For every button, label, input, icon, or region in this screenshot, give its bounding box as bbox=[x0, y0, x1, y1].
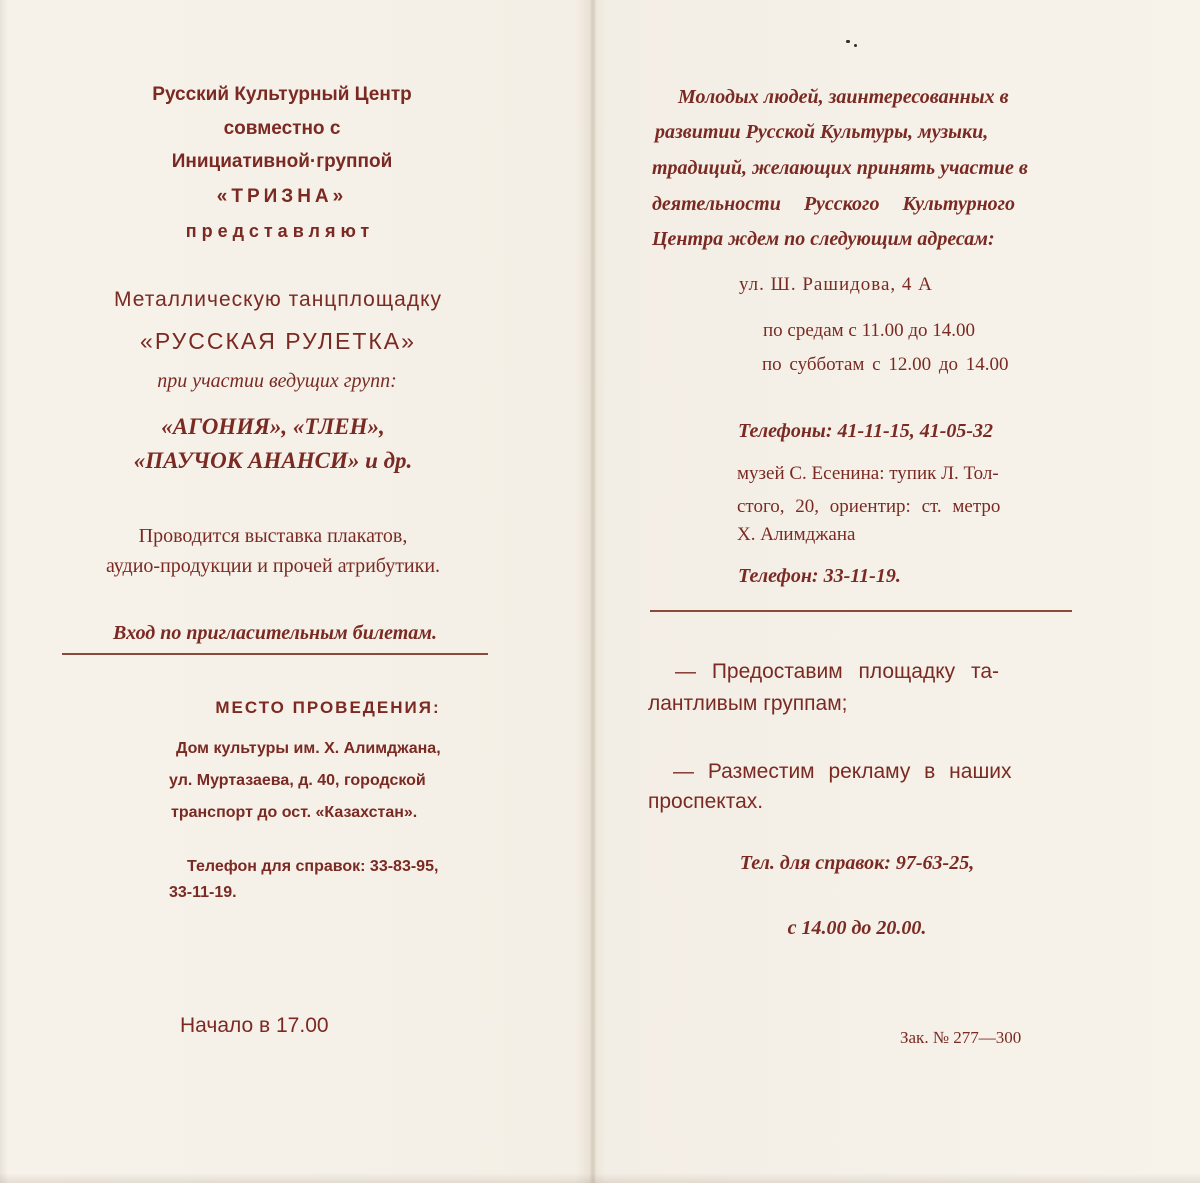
organizer-line-2: совместно с bbox=[223, 118, 341, 139]
offer-2-line-1: — Разместим рекламу в наших bbox=[673, 760, 1012, 783]
address-1: ул. Ш. Рашидова, 4 А bbox=[739, 274, 933, 295]
phones-1: Телефоны: 41-11-15, 41-05-32 bbox=[738, 420, 994, 442]
organizer-line-3: Инициативной·группой bbox=[171, 151, 393, 172]
exhibition-line-2: аудио-продукции и прочей атрибутики. bbox=[105, 555, 441, 577]
paper-edge-shadow bbox=[0, 0, 8, 1183]
museum-line-1: музей С. Есенина: тупик Л. Тол- bbox=[737, 463, 999, 484]
bands-line-2: «ПАУЧОК АНАНСИ» и др. bbox=[133, 448, 413, 473]
organizer-name: «ТРИЗНА» bbox=[216, 186, 348, 207]
info-phone: Тел. для справок: 97-63-25, bbox=[739, 852, 975, 874]
info-hours: с 14.00 до 20.00. bbox=[787, 917, 927, 939]
presents-text: представляют bbox=[185, 221, 375, 241]
schedule-saturday: по субботам с 12.00 до 14.00 bbox=[762, 354, 1009, 375]
schedule-wednesday: по средам с 11.00 до 14.00 bbox=[763, 320, 976, 341]
order-number: Зак. № 277—300 bbox=[900, 1028, 1022, 1047]
entry-note: Вход по пригласительным билетам. bbox=[113, 622, 437, 644]
exhibition-line-1: Проводится выставка плакатов, bbox=[138, 525, 408, 547]
offer-2-line-2: проспектах. bbox=[648, 790, 764, 813]
venue-phone-line-2: 33-11-19. bbox=[169, 884, 237, 901]
intro-line-1: Молодых людей, заинтересованных в bbox=[678, 86, 1009, 108]
ink-speck bbox=[846, 40, 850, 43]
bands-line-1: «АГОНИЯ», «ТЛЕН», bbox=[161, 414, 385, 439]
bands-intro: при участии ведущих групп: bbox=[157, 370, 397, 392]
venue-heading: МЕСТО ПРОВЕДЕНИЯ: bbox=[215, 698, 441, 717]
venue-line-1: Дом культуры им. Х. Алимджана, bbox=[176, 740, 441, 757]
offer-1-line-2: лантливым группам; bbox=[648, 692, 848, 715]
ink-speck bbox=[854, 44, 857, 47]
venue-line-3: транспорт до ост. «Казахстан». bbox=[171, 804, 418, 821]
museum-line-3: Х. Алимджана bbox=[737, 524, 856, 545]
intro-line-5: Центра ждем по следующим адресам: bbox=[652, 228, 995, 250]
venue-phone-line-1: Телефон для справок: 33-83-95, bbox=[187, 858, 439, 875]
start-time: Начало в 17.00 bbox=[180, 1014, 329, 1037]
phone-2: Телефон: 33-11-19. bbox=[738, 565, 901, 587]
intro-line-4: деятельности Русского Культурного bbox=[652, 193, 1016, 215]
offer-1-line-1: — Предоставим площадку та- bbox=[675, 660, 1000, 683]
center-fold bbox=[590, 0, 596, 1183]
divider-left bbox=[62, 653, 488, 655]
venue-line-2: ул. Муртазаева, д. 40, городской bbox=[169, 772, 426, 789]
divider-right bbox=[650, 610, 1072, 612]
event-line-1: Металлическую танцплощадку bbox=[114, 288, 442, 311]
intro-line-3: традиций, желающих принять участие в bbox=[652, 157, 1028, 179]
event-title: «РУССКАЯ РУЛЕТКА» bbox=[140, 328, 416, 354]
intro-line-2: развитии Русской Культуры, музыки, bbox=[655, 121, 989, 143]
museum-line-2: стого, 20, ориентир: ст. метро bbox=[737, 496, 1001, 517]
organizer-line-1: Русский Культурный Центр bbox=[152, 84, 412, 105]
paper-bottom-shadow bbox=[0, 1173, 1200, 1183]
